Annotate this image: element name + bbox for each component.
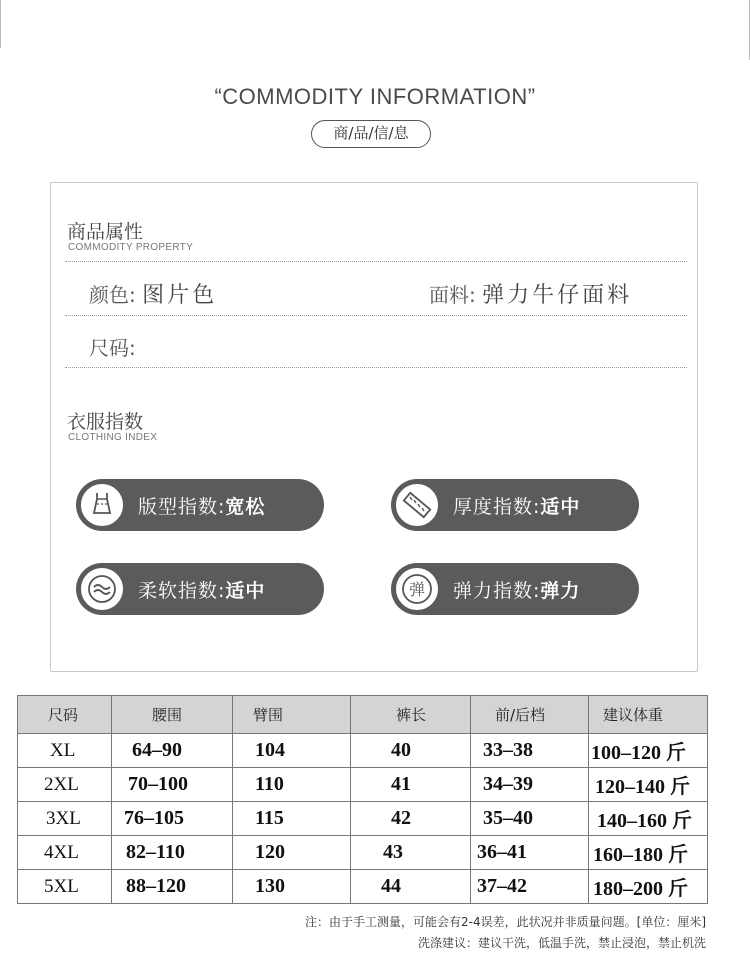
table-row <box>18 836 708 870</box>
left-edge-line <box>0 0 1 48</box>
table-cell: 64–90 <box>112 734 233 768</box>
table-cell: 33–38 <box>471 734 589 768</box>
table-header-cell: 臂围 <box>233 696 351 734</box>
table-cell: 82–110 <box>112 836 233 870</box>
thickness-index-pill <box>391 479 639 531</box>
table-header-cell: 裤长 <box>351 696 471 734</box>
elasticity-index-pill <box>391 563 639 615</box>
section-subheading-badge: 商/品/信/息 <box>311 120 431 148</box>
divider <box>65 315 687 316</box>
table-cell: 104 <box>233 734 351 768</box>
table-cell: 35–40 <box>471 802 589 836</box>
fit-index-value: 宽松 <box>225 496 266 518</box>
fabric-attribute <box>429 278 632 309</box>
measurement-note: 注：由于手工测量，可能会有2-4误差，此状况并非质量问题。[单位：厘米] <box>305 915 706 929</box>
softness-index-label: 柔软指数: <box>138 580 226 602</box>
table-cell: 115 <box>233 802 351 836</box>
table-cell: 36–41 <box>471 836 589 870</box>
table-cell: 110 <box>233 768 351 802</box>
table-cell: 2XL <box>18 768 112 802</box>
table-cell: 3XL <box>18 802 112 836</box>
commodity-info-panel <box>50 182 698 672</box>
table-cell: XL <box>18 734 112 768</box>
size-chart-table <box>17 695 708 904</box>
property-title-en: COMMODITY PROPERTY <box>68 242 194 253</box>
table-cell: 4XL <box>18 836 112 870</box>
table-cell: 120 <box>233 836 351 870</box>
size-attribute <box>89 332 136 361</box>
elastic-icon <box>394 566 440 612</box>
table-row <box>18 802 708 836</box>
washing-note: 洗涤建议：建议干洗，低温手洗，禁止浸泡，禁止机洗 <box>417 936 706 950</box>
softness-index-pill <box>76 563 324 615</box>
elastic-icon-glyph: 弹 <box>408 580 426 599</box>
property-title: 商品属性 <box>67 221 144 243</box>
table-cell: 37–42 <box>471 870 589 904</box>
table-header-row <box>18 696 708 734</box>
softness-index-value: 适中 <box>225 580 266 602</box>
thickness-index-value: 适中 <box>540 496 581 518</box>
table-row <box>18 768 708 802</box>
color-value: 图片色 <box>142 283 218 308</box>
table-cell: 44 <box>351 870 471 904</box>
table-cell: 40 <box>351 734 471 768</box>
table-cell: 88–120 <box>112 870 233 904</box>
table-cell: 160–180 斤 <box>589 836 708 870</box>
table-row <box>18 870 708 904</box>
fit-index-pill <box>76 479 324 531</box>
table-cell: 130 <box>233 870 351 904</box>
divider <box>65 367 687 368</box>
table-header-cell: 建议体重 <box>589 696 708 734</box>
table-header-cell: 腰围 <box>112 696 233 734</box>
divider <box>65 261 687 262</box>
table-cell: 180–200 斤 <box>589 870 708 904</box>
table-cell: 140–160 斤 <box>589 802 708 836</box>
index-title: 衣服指数 <box>67 411 144 433</box>
section-heading: “COMMODITY INFORMATION” <box>214 84 536 109</box>
color-label: 颜色: <box>89 283 136 307</box>
color-attribute <box>89 278 217 309</box>
index-title-en: CLOTHING INDEX <box>68 432 158 443</box>
table-cell: 42 <box>351 802 471 836</box>
table-cell: 120–140 斤 <box>589 768 708 802</box>
elasticity-index-value: 弹力 <box>540 580 581 602</box>
table-cell: 5XL <box>18 870 112 904</box>
dress-icon <box>79 482 125 528</box>
size-label: 尺码: <box>89 336 136 360</box>
table-header-cell: 前/后档 <box>471 696 589 734</box>
fit-index-label: 版型指数: <box>138 496 226 518</box>
table-cell: 100–120 斤 <box>589 734 708 768</box>
table-cell: 41 <box>351 768 471 802</box>
table-cell: 43 <box>351 836 471 870</box>
table-header-cell: 尺码 <box>18 696 112 734</box>
ruler-icon <box>394 482 440 528</box>
table-cell: 76–105 <box>112 802 233 836</box>
elasticity-index-label: 弹力指数: <box>453 580 541 602</box>
thickness-index-label: 厚度指数: <box>453 496 541 518</box>
table-cell: 70–100 <box>112 768 233 802</box>
fabric-label: 面料: <box>429 283 476 307</box>
table-row <box>18 734 708 768</box>
table-cell: 34–39 <box>471 768 589 802</box>
wave-icon <box>79 566 125 612</box>
fabric-value: 弹力牛仔面料 <box>482 283 633 308</box>
